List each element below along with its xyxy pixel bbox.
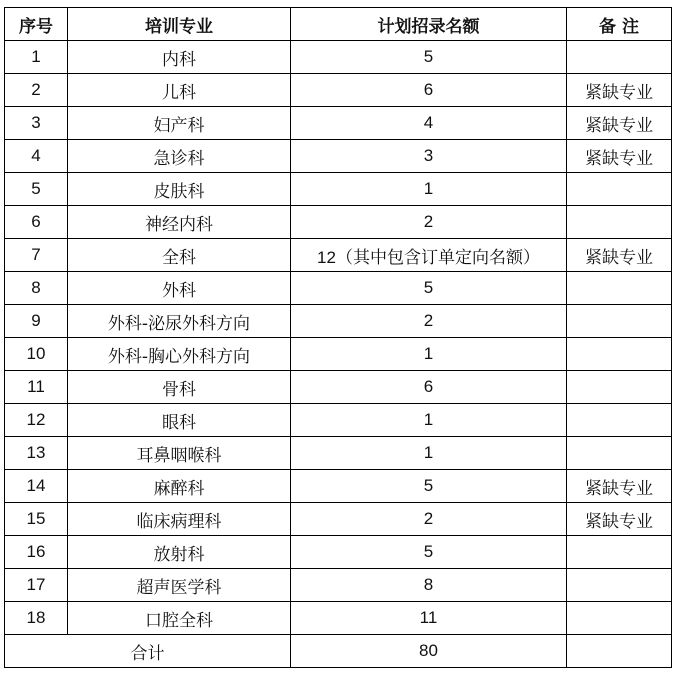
row-major: 耳鼻咽喉科 [68, 437, 291, 470]
row-no: 3 [5, 107, 68, 140]
row-quota: 11 [291, 602, 567, 635]
row-note [567, 371, 672, 404]
row-major: 麻醉科 [68, 470, 291, 503]
row-note [567, 338, 672, 371]
row-no: 18 [5, 602, 68, 635]
row-major: 急诊科 [68, 140, 291, 173]
row-no: 12 [5, 404, 68, 437]
row-note: 紧缺专业 [567, 470, 672, 503]
row-note [567, 602, 672, 635]
row-note: 紧缺专业 [567, 107, 672, 140]
table-row [5, 371, 672, 404]
row-no: 14 [5, 470, 68, 503]
row-note [567, 173, 672, 206]
row-major: 放射科 [68, 536, 291, 569]
row-note [567, 305, 672, 338]
row-no: 13 [5, 437, 68, 470]
row-no: 17 [5, 569, 68, 602]
row-major: 妇产科 [68, 107, 291, 140]
row-note [567, 569, 672, 602]
table-row [5, 470, 672, 503]
row-quota: 2 [291, 503, 567, 536]
table-row [5, 272, 672, 305]
quota-table [4, 7, 672, 668]
row-no: 7 [5, 239, 68, 272]
row-quota: 1 [291, 338, 567, 371]
row-quota: 2 [291, 206, 567, 239]
row-major: 儿科 [68, 74, 291, 107]
row-major: 外科-胸心外科方向 [68, 338, 291, 371]
table-row [5, 140, 672, 173]
row-no: 11 [5, 371, 68, 404]
row-no: 10 [5, 338, 68, 371]
table-row [5, 305, 672, 338]
row-quota: 6 [291, 74, 567, 107]
table-row [5, 437, 672, 470]
row-note [567, 536, 672, 569]
row-quota: 12（其中包含订单定向名额） [291, 239, 567, 272]
row-no: 5 [5, 173, 68, 206]
table-row [5, 602, 672, 635]
row-no: 2 [5, 74, 68, 107]
table-row [5, 206, 672, 239]
row-note [567, 404, 672, 437]
table-row [5, 569, 672, 602]
row-no: 15 [5, 503, 68, 536]
row-note: 紧缺专业 [567, 503, 672, 536]
row-quota: 1 [291, 437, 567, 470]
table-row [5, 107, 672, 140]
table-row [5, 173, 672, 206]
total-label: 合计 [5, 635, 291, 668]
row-quota: 5 [291, 536, 567, 569]
row-no: 9 [5, 305, 68, 338]
row-quota: 1 [291, 173, 567, 206]
row-quota: 3 [291, 140, 567, 173]
row-major: 全科 [68, 239, 291, 272]
table-row [5, 239, 672, 272]
total-note [567, 635, 672, 668]
row-note: 紧缺专业 [567, 140, 672, 173]
row-no: 16 [5, 536, 68, 569]
row-quota: 1 [291, 404, 567, 437]
row-major: 骨科 [68, 371, 291, 404]
row-note: 紧缺专业 [567, 239, 672, 272]
row-quota: 5 [291, 470, 567, 503]
row-major: 超声医学科 [68, 569, 291, 602]
row-no: 6 [5, 206, 68, 239]
row-quota: 8 [291, 569, 567, 602]
row-no: 1 [5, 41, 68, 74]
table-row [5, 503, 672, 536]
row-major: 口腔全科 [68, 602, 291, 635]
table-row [5, 536, 672, 569]
row-major: 眼科 [68, 404, 291, 437]
row-note [567, 272, 672, 305]
table-row [5, 338, 672, 371]
header-row [5, 8, 672, 41]
row-major: 外科-泌尿外科方向 [68, 305, 291, 338]
row-quota: 2 [291, 305, 567, 338]
header-quota: 计划招录名额 [291, 8, 567, 41]
row-major: 皮肤科 [68, 173, 291, 206]
header-note: 备 注 [567, 8, 672, 41]
total-quota: 80 [291, 635, 567, 668]
row-major: 神经内科 [68, 206, 291, 239]
row-major: 外科 [68, 272, 291, 305]
row-quota: 5 [291, 41, 567, 74]
table-row [5, 74, 672, 107]
table-row [5, 404, 672, 437]
row-major: 临床病理科 [68, 503, 291, 536]
header-no: 序号 [5, 8, 68, 41]
row-note [567, 437, 672, 470]
row-no: 4 [5, 140, 68, 173]
total-row [5, 635, 672, 668]
row-major: 内科 [68, 41, 291, 74]
row-note [567, 206, 672, 239]
row-quota: 5 [291, 272, 567, 305]
row-quota: 4 [291, 107, 567, 140]
header-major: 培训专业 [68, 8, 291, 41]
row-note [567, 41, 672, 74]
row-quota: 6 [291, 371, 567, 404]
row-no: 8 [5, 272, 68, 305]
row-note: 紧缺专业 [567, 74, 672, 107]
table-row [5, 41, 672, 74]
